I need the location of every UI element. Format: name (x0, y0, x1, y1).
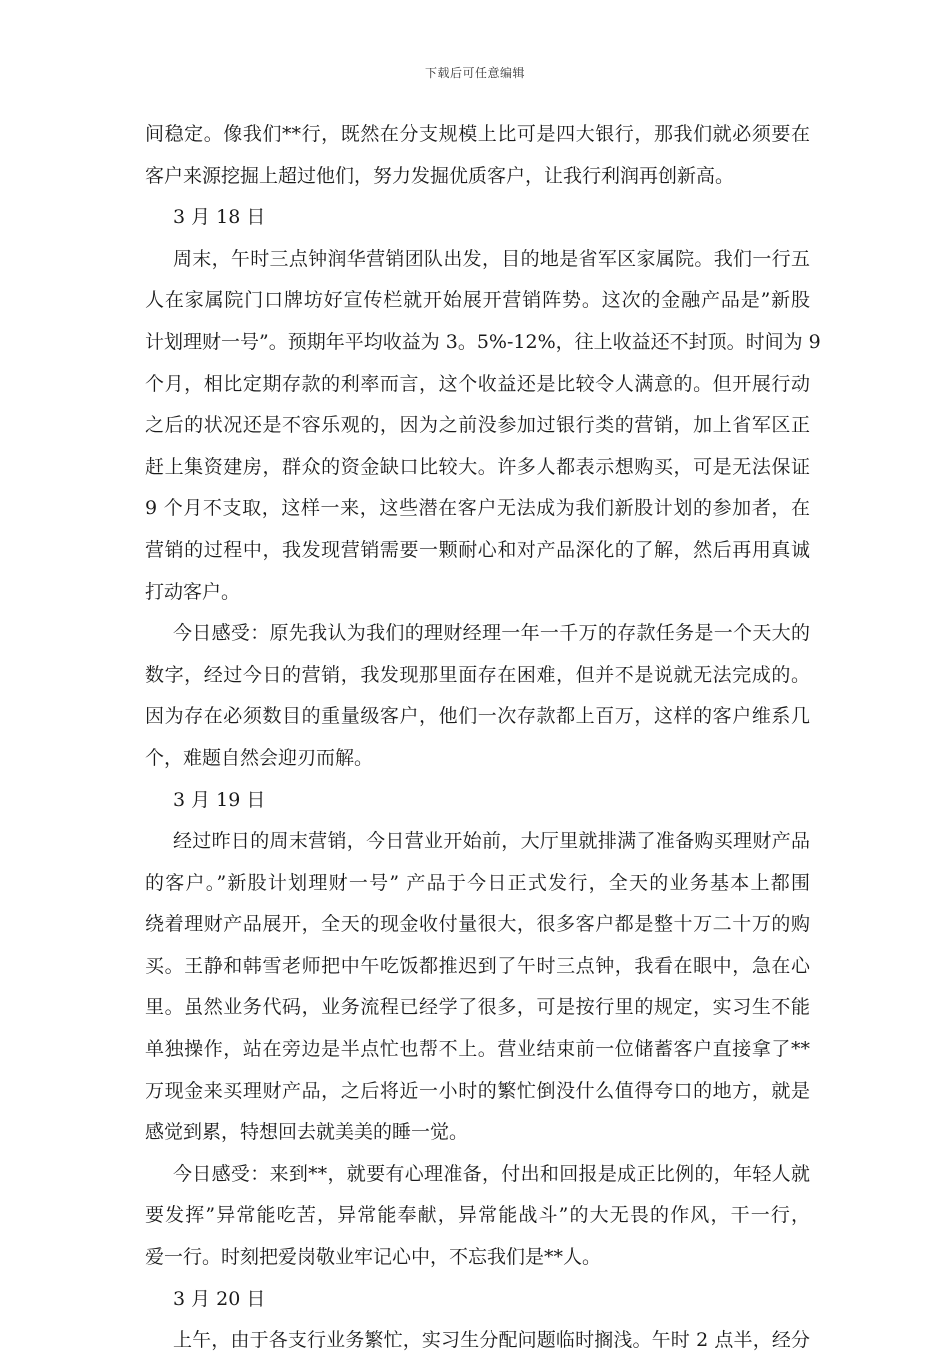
document-body (145, 114, 821, 1362)
text-line: 间稳定。像我们**行，既然在分支规模上比可是四大银行，那我们就必须要在 (145, 123, 810, 145)
text-line: 营销的过程中，我发现营销需要一颗耐心和对产品深化的了解，然后再用真诚 (145, 538, 810, 561)
page-header: 下载后可任意编辑 (424, 66, 525, 80)
text-line: 数字，经过今日的营销，我发现那里面存在困难，但并不是说就无法完成的。 (145, 663, 810, 686)
text-line: 个，难题自然会迎刃而解。 (145, 746, 374, 769)
text-line: 买。王静和韩雪老师把中午吃饭都推迟到了午时三点钟，我看在眼中，急在心 (145, 954, 810, 977)
text-line: 爱一行。时刻把爱岗敬业牢记心中，不忘我们是**人。 (145, 1246, 602, 1269)
text-line: 单独操作，站在旁边是半点忙也帮不上。营业结束前一位储蓄客户直接拿了** (145, 1038, 810, 1061)
text-line: 打动客户。 (145, 580, 241, 603)
text-line: 绕着理财产品展开，全天的现金收付量很大，很多客户都是整十万二十万的购 (145, 913, 810, 936)
paragraph-start: 经过昨日的周末营销，今日营业开始前，大厅里就排满了准备购买理财产品 (173, 830, 810, 853)
text-line: 感觉到累，特想回去就美美的睡一觉。 (145, 1121, 469, 1144)
text-line: 之后的状况还是不容乐观的，因为之前没参加过银行类的营销，加上省军区正 (145, 414, 810, 437)
paragraph-start: 周末，午时三点钟润华营销团队出发，目的地是省军区家属院。我们一行五 (173, 247, 810, 270)
text-line: 的客户。”新股计划理财一号” 产品于今日正式发行，全天的业务基本上都围 (145, 871, 810, 894)
text-line: 客户来源挖掘上超过他们，努力发掘优质客户，让我行利润再创新高。 (145, 164, 735, 187)
paragraph-start: 今日感受：原先我认为我们的理财经理一年一千万的存款任务是一个天大的 (173, 622, 810, 645)
text-line: 个月，相比定期存款的利率而言，这个收益还是比较令人满意的。但开展行动 (145, 372, 810, 395)
text-line: 9 个月不支取，这样一来，这些潜在客户无法成为我们新股计划的参加者，在 (145, 497, 810, 520)
date-heading: 3 月 18 日 (173, 206, 266, 229)
text-line: 要发挥”异常能吃苦，异常能奉献，异常能战斗”的大无畏的作风，干一行， (145, 1204, 810, 1227)
text-line: 赶上集资建房，群众的资金缺口比较大。许多人都表示想购买，可是无法保证 (145, 455, 810, 478)
text-line: 万现金来买理财产品，之后将近一小时的繁忙倒没什么值得夸口的地方，就是 (145, 1079, 810, 1102)
text-line: 计划理财一号”。预期年平均收益为 3。5%-12%，往上收益还不封顶。时间为 9 (145, 330, 821, 353)
paragraph-start: 今日感受：来到**，就要有心理准备，付出和回报是成正比例的，年轻人就 (173, 1162, 810, 1185)
text-line: 因为存在必须数目的重量级客户，他们一次存款都上百万，这样的客户维系几 (145, 705, 810, 728)
text-line: 人在家属院门口牌坊好宣传栏就开始展开营销阵势。这次的金融产品是”新股 (145, 289, 810, 312)
text-line: 里。虽然业务代码，业务流程已经学了很多，可是按行里的规定，实习生不能 (145, 996, 810, 1019)
date-heading: 3 月 20 日 (173, 1287, 266, 1310)
date-heading: 3 月 19 日 (173, 788, 266, 811)
paragraph-start: 上午，由于各支行业务繁忙，实习生分配问题临时搁浅。午时 2 点半，经分 (173, 1329, 810, 1352)
